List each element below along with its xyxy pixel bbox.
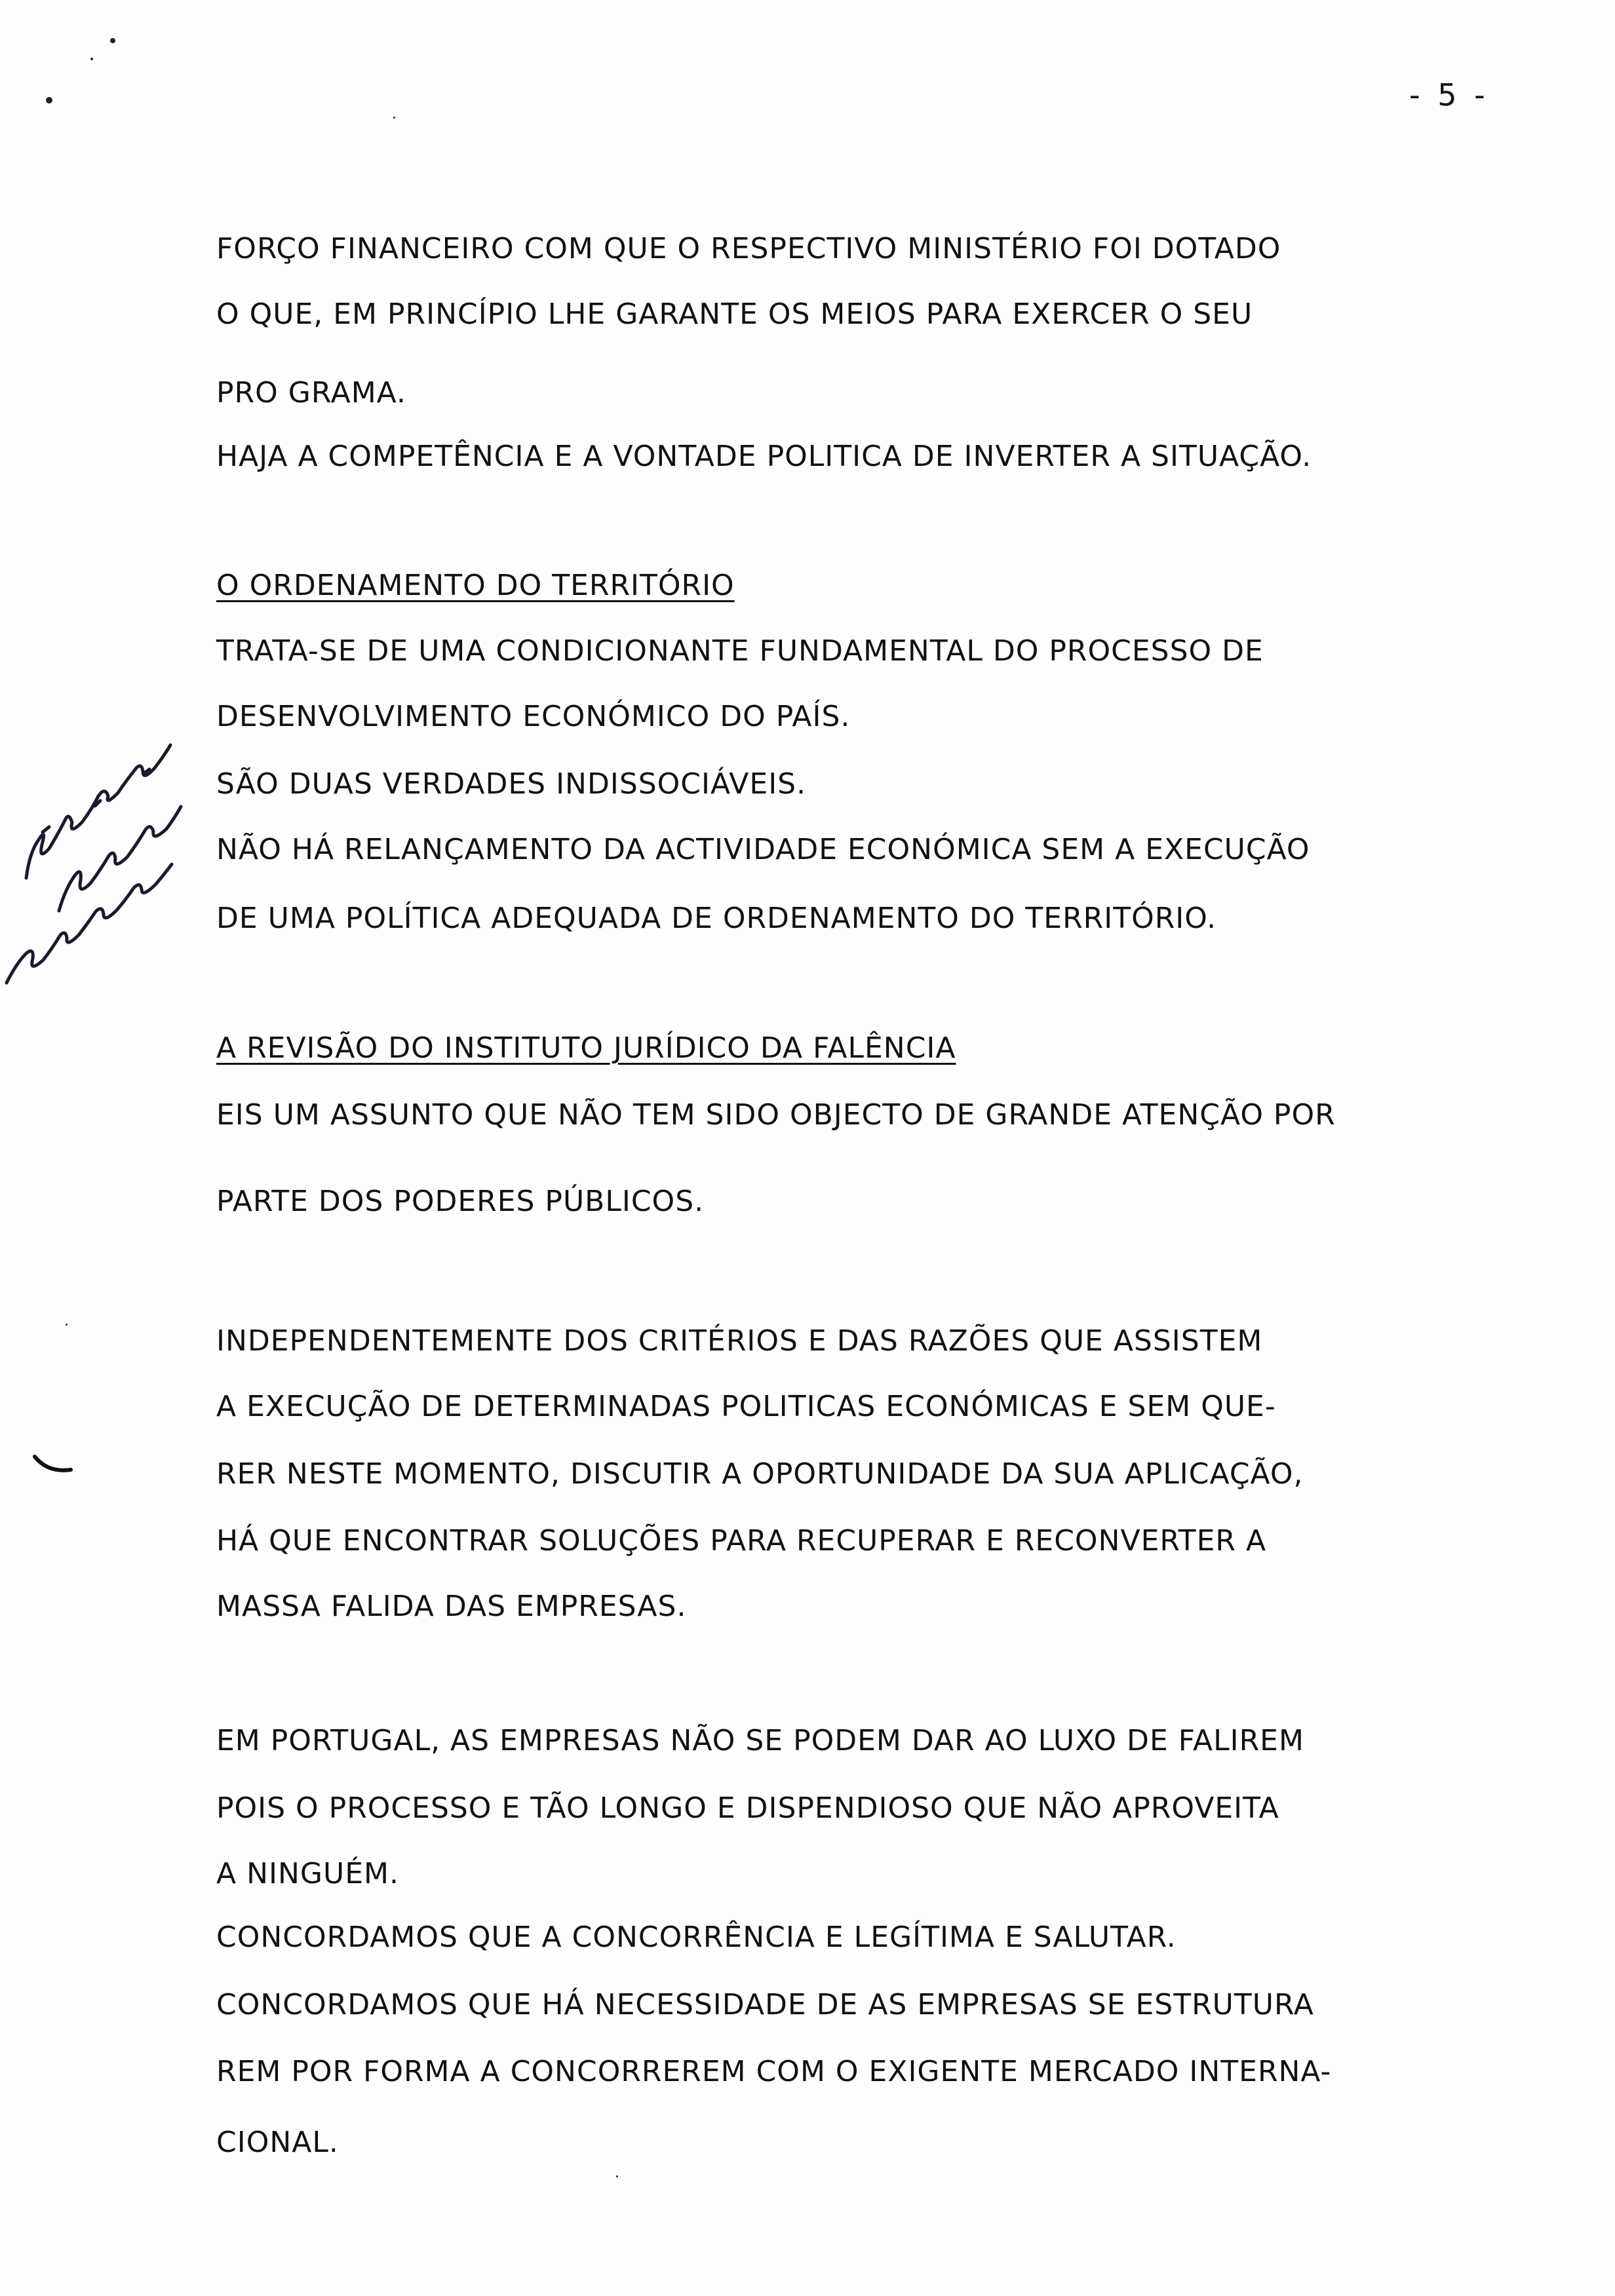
handwritten-annotation — [0, 708, 229, 1048]
body-line: INDEPENDENTEMENTE DOS CRITÉRIOS E DAS RAZÕES QUE ASSISTEM — [216, 1324, 1263, 1358]
body-line: POIS O PROCESSO E TÃO LONGO E DISPENDIOSO QUE NÃO APROVEITA — [216, 1791, 1279, 1825]
body-line: RER NESTE MOMENTO, DISCUTIR A OPORTUNIDADE DA SUA APLICAÇÃO, — [216, 1457, 1304, 1491]
body-line: CONCORDAMOS QUE HÁ NECESSIDADE DE AS EMPRESAS SE ESTRUTURA — [216, 1988, 1314, 2021]
body-line: SÃO DUAS VERDADES INDISSOCIÁVEIS. — [216, 767, 807, 801]
body-line: TRATA-SE DE UMA CONDICIONANTE FUNDAMENTAL DO PROCESSO DE — [216, 634, 1264, 668]
body-line: A NINGUÉM. — [216, 1857, 399, 1890]
body-line: PRO GRAMA. — [216, 376, 406, 410]
page-number: - 5 - — [1409, 77, 1489, 113]
section-heading-falencia: A REVISÃO DO INSTITUTO JURÍDICO DA FALÊNCIA — [216, 1031, 956, 1065]
margin-curve-mark — [31, 1451, 77, 1480]
body-line: PARTE DOS PODERES PÚBLICOS. — [216, 1185, 705, 1218]
body-line: REM POR FORMA A CONCORREREM COM O EXIGENTE MERCADO INTERNA- — [216, 2055, 1332, 2088]
section-heading-ordenamento: O ORDENAMENTO DO TERRITÓRIO — [216, 569, 735, 602]
body-line: EIS UM ASSUNTO QUE NÃO TEM SIDO OBJECTO DE GRANDE ATENÇÃO POR — [216, 1098, 1336, 1132]
speck-mark — [393, 117, 395, 119]
speck-mark — [46, 97, 52, 104]
body-line: EM PORTUGAL, AS EMPRESAS NÃO SE PODEM DAR AO LUXO DE FALIREM — [216, 1724, 1304, 1757]
speck-mark — [616, 2175, 618, 2177]
body-line: NÃO HÁ RELANÇAMENTO DA ACTIVIDADE ECONÓMICA SEM A EXECUÇÃO — [216, 833, 1310, 866]
body-line: O QUE, EM PRINCÍPIO LHE GARANTE OS MEIOS PARA EXERCER O SEU — [216, 297, 1253, 331]
body-line: HÁ QUE ENCONTRAR SOLUÇÕES PARA RECUPERAR E RECONVERTER A — [216, 1524, 1267, 1558]
speck-mark — [90, 58, 93, 60]
body-line: MASSA FALIDA DAS EMPRESAS. — [216, 1590, 687, 1623]
body-line: FORÇO FINANCEIRO COM QUE O RESPECTIVO MINISTÉRIO FOI DOTADO — [216, 232, 1281, 265]
body-line: DESENVOLVIMENTO ECONÓMICO DO PAÍS. — [216, 700, 851, 733]
speck-mark — [110, 38, 115, 43]
body-line: DE UMA POLÍTICA ADEQUADA DE ORDENAMENTO DO TERRITÓRIO. — [216, 902, 1217, 935]
speck-mark — [66, 1324, 68, 1326]
body-line: HAJA A COMPETÊNCIA E A VONTADE POLITICA DE INVERTER A SITUAÇÃO. — [216, 440, 1312, 473]
body-line: CONCORDAMOS QUE A CONCORRÊNCIA E LEGÍTIMA E SALUTAR. — [216, 1921, 1177, 1954]
body-line: CIONAL. — [216, 2126, 339, 2159]
body-line: A EXECUÇÃO DE DETERMINADAS POLITICAS ECONÓMICAS E SEM QUE- — [216, 1390, 1276, 1423]
